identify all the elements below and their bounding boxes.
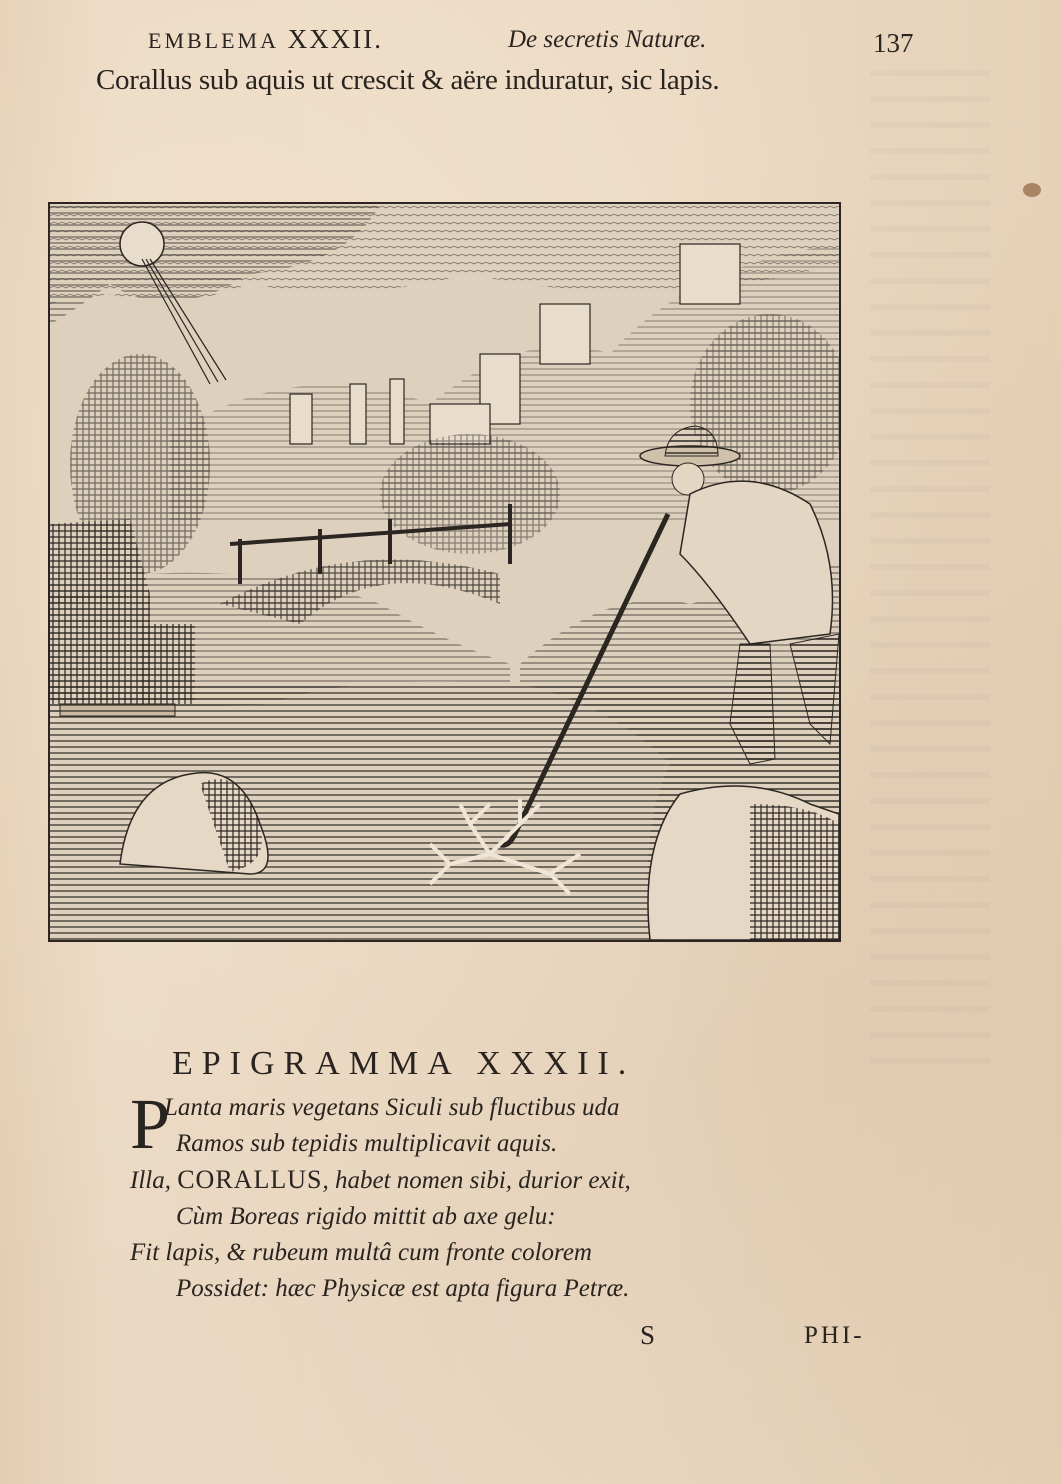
drop-cap: P xyxy=(130,1084,171,1164)
epigram-poem xyxy=(130,1084,631,1307)
show-through-text xyxy=(870,70,990,1070)
poem-line-3-start: Illa, xyxy=(130,1167,178,1194)
poem-line-5: Fit lapis, & rubeum multâ cum fronte colorem xyxy=(130,1239,592,1266)
emblem-engraving xyxy=(48,202,841,942)
coral-name: CORALLUS xyxy=(177,1165,323,1194)
poem-line-2: Ramos sub tepidis multiplicavit aquis. xyxy=(176,1130,558,1157)
signature-mark: S xyxy=(640,1320,656,1350)
poem-line-3-end: , habet nomen sibi, durior exit, xyxy=(322,1167,631,1194)
catchword: PHI- xyxy=(804,1322,865,1349)
running-header xyxy=(148,22,918,62)
emblem-subtitle: De secretis Naturæ. xyxy=(508,26,707,53)
epigram-title: EPIGRAMMA XXXII. xyxy=(172,1045,636,1082)
page-number: 137 xyxy=(873,28,914,58)
engraving-illustration xyxy=(50,204,839,940)
emblem-number: XXXII. xyxy=(287,24,383,54)
poem-line-3 xyxy=(130,1162,631,1199)
poem-line-1: Lanta maris vegetans Siculi sub fluctibus uda xyxy=(164,1094,620,1121)
poem-line-4: Cùm Boreas rigido mittit ab axe gelu: xyxy=(176,1203,556,1230)
emblem-label: EMBLEMA xyxy=(148,28,279,53)
emblem-motto: Corallus sub aquis ut crescit & aëre induratur, sic lapis. xyxy=(96,64,720,96)
poem-line-6: Possidet: hæc Physicæ est apta figura Petræ. xyxy=(176,1275,630,1302)
foxing-stain xyxy=(1023,183,1041,197)
emblem-heading xyxy=(148,24,383,55)
